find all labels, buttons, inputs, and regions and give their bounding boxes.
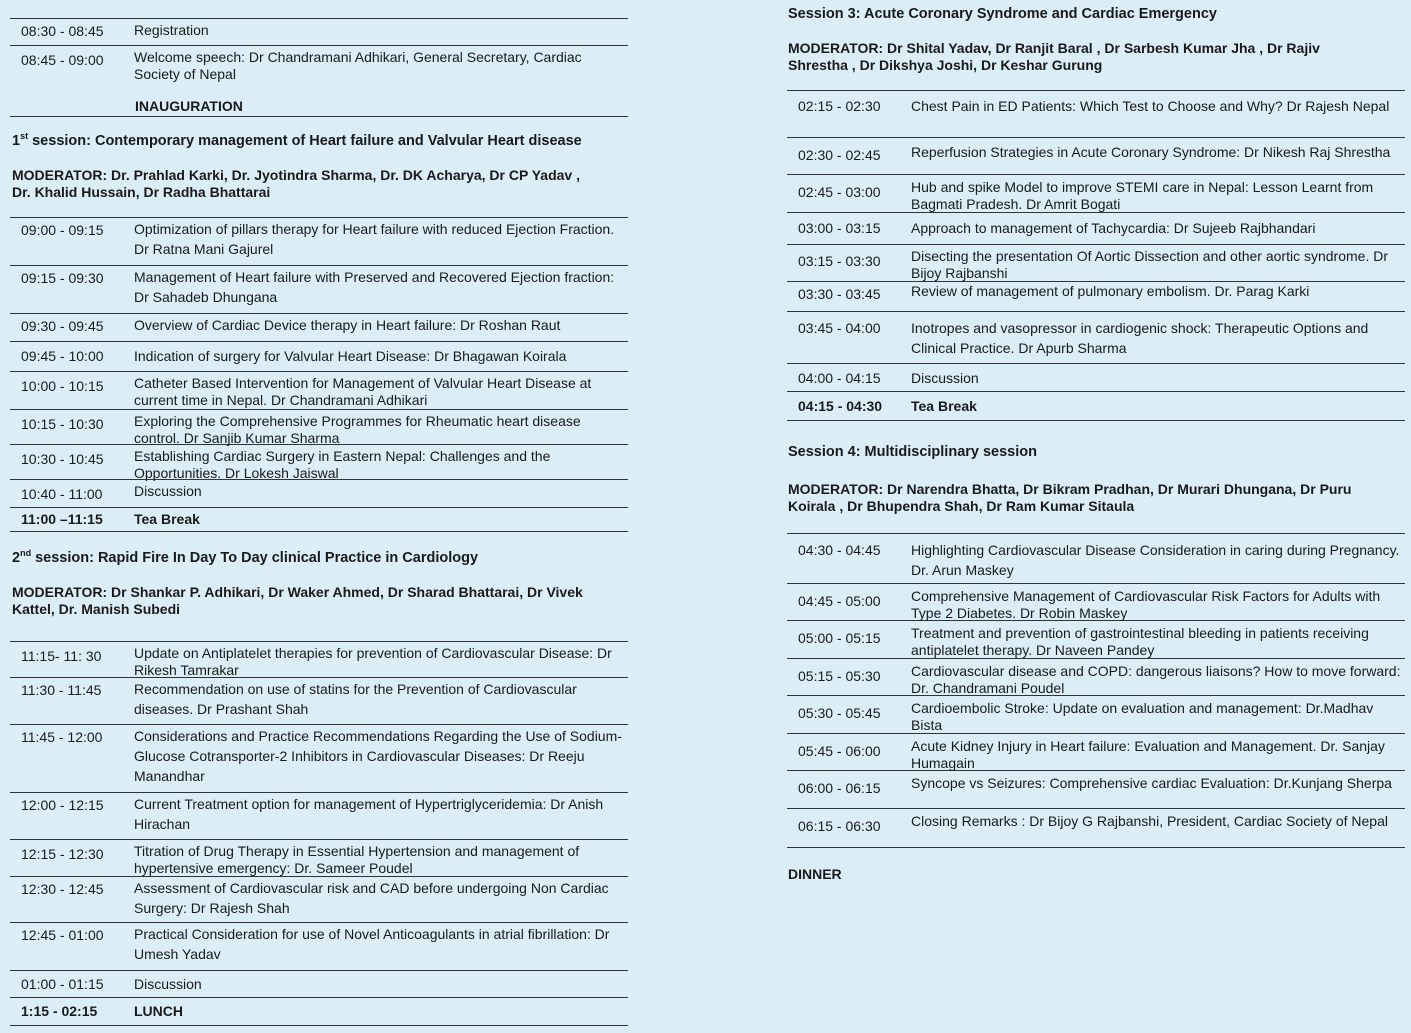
row-desc: Comprehensive Management of Cardiovascular Risk Factors for Adults with Type 2 Diabetes. Dr Robin Maskey: [911, 588, 1381, 621]
row-time: 04:45 - 05:00: [798, 593, 881, 609]
row-time: 05:15 - 05:30: [798, 668, 881, 684]
schedule-row: [787, 659, 1405, 696]
row-time: 10:00 - 10:15: [21, 378, 104, 394]
row-time: 02:15 - 02:30: [798, 98, 881, 114]
row-desc: Highlighting Cardiovascular Disease Consideration in caring during Pregnancy. Dr. Arun Maskey: [911, 542, 1400, 578]
schedule-row: [787, 175, 1405, 213]
session-1-table: [10, 218, 628, 532]
schedule-row: [787, 584, 1405, 621]
row-desc: Approach to management of Tachycardia: Dr Sujeeb Rajbhandari: [911, 220, 1316, 236]
row-time: 01:00 - 01:15: [21, 976, 104, 992]
schedule-row: [10, 508, 628, 532]
row-time: 04:00 - 04:15: [798, 370, 881, 386]
row-desc: Closing Remarks : Dr Bijoy G Rajbanshi, President, Cardiac Society of Nepal: [911, 813, 1388, 829]
row-time: 03:30 - 03:45: [798, 286, 881, 302]
schedule-row: [10, 445, 628, 480]
session-1-title: 1st session: Contemporary management of Heart failure and Valvular Heart disease: [12, 131, 582, 149]
row-time: 05:30 - 05:45: [798, 705, 881, 721]
row-desc: Discussion: [134, 976, 202, 992]
row-time: 05:00 - 05:15: [798, 630, 881, 646]
row-desc: LUNCH: [134, 1003, 183, 1019]
row-desc: Cardioembolic Stroke: Update on evaluation and management: Dr.Madhav Bista: [911, 700, 1374, 733]
row-time: 09:15 - 09:30: [21, 270, 104, 286]
row-desc: Registration: [134, 22, 209, 38]
schedule-row: [10, 372, 628, 410]
row-time: 04:30 - 04:45: [798, 542, 881, 558]
schedule-row: [787, 282, 1405, 312]
row-time: 03:00 - 03:15: [798, 220, 881, 236]
schedule-row: [10, 19, 628, 46]
row-desc: Discussion: [911, 370, 979, 386]
row-time: 10:30 - 10:45: [21, 451, 104, 467]
schedule-row: [10, 998, 628, 1026]
row-time: 09:00 - 09:15: [21, 222, 104, 238]
row-desc: Tea Break: [911, 398, 977, 414]
session-2-title: 2nd session: Rapid Fire In Day To Day clinical Practice in Cardiology: [12, 548, 479, 566]
row-time: 12:00 - 12:15: [21, 797, 104, 813]
schedule-row: [10, 678, 628, 725]
row-desc: Management of Heart failure with Preserved and Recovered Ejection fraction: Dr Sahadeb Dhungana: [134, 269, 615, 305]
schedule-row: [10, 266, 628, 314]
schedule-row: [10, 46, 628, 86]
row-desc: Treatment and prevention of gastrointestinal bleeding in patients receiving antiplatelet therapy. Dr Naveen Pandey: [911, 625, 1369, 658]
schedule-row: [10, 971, 628, 998]
row-desc: Syncope vs Seizures: Comprehensive cardiac Evaluation: Dr.Kunjang Sherpa: [911, 775, 1392, 791]
row-time: 08:45 - 09:00: [21, 52, 104, 68]
session-4-table: [787, 534, 1405, 848]
dinner-label: DINNER: [788, 866, 842, 882]
row-desc: Recommendation on use of statins for the Prevention of Cardiovascular diseases. Dr Prashant Shah: [134, 681, 577, 717]
row-desc: Inotropes and vasopressor in cardiogenic shock: Therapeutic Options and Clinical Practice. Dr Apurb Sharma: [911, 320, 1369, 356]
schedule-row: [10, 342, 628, 372]
row-time: 12:15 - 12:30: [21, 846, 104, 862]
schedule-row: [787, 621, 1405, 659]
row-desc: Considerations and Practice Recommendations Regarding the Use of Sodium-Glucose Cotransporter-2 Inhibitors in Cardiovascular Diseases: Dr Reeju Manandhar: [134, 728, 622, 784]
schedule-row: [787, 91, 1405, 138]
row-time: 04:15 - 04:30: [798, 398, 883, 414]
session-1-moderator: MODERATOR: Dr. Prahlad Karki, Dr. Jyotindra Sharma, Dr. DK Acharya, Dr CP Yadav , Dr. Khalid Hussain, Dr Radha Bhattarai: [12, 167, 580, 200]
schedule-row: [10, 923, 628, 971]
row-time: 09:30 - 09:45: [21, 318, 104, 334]
row-desc: Indication of surgery for Valvular Heart Disease: Dr Bhagawan Koirala: [134, 348, 567, 364]
row-time: 05:45 - 06:00: [798, 743, 881, 759]
row-time: 02:30 - 02:45: [798, 147, 881, 163]
row-desc: Hub and spike Model to improve STEMI care in Nepal: Lesson Learnt from Bagmati Pradesh. Dr Amrit Bogati: [911, 179, 1374, 212]
row-desc: Chest Pain in ED Patients: Which Test to Choose and Why? Dr Rajesh Nepal: [911, 98, 1390, 114]
schedule-row: [10, 218, 628, 266]
row-time: 02:45 - 03:00: [798, 184, 881, 200]
schedule-row: [10, 877, 628, 923]
session-2-table: [10, 642, 628, 1026]
row-desc: Assessment of Cardiovascular risk and CAD before undergoing Non Cardiac Surgery: Dr Rajesh Shah: [134, 880, 609, 916]
row-desc: Review of management of pulmonary embolism. Dr. Parag Karki: [911, 283, 1310, 299]
row-time: 10:40 - 11:00: [21, 486, 103, 502]
schedule-row: [10, 314, 628, 342]
row-time: 06:00 - 06:15: [798, 780, 881, 796]
row-desc: Optimization of pillars therapy for Heart failure with reduced Ejection Fraction. Dr Ratna Mani Gajurel: [134, 221, 615, 257]
row-desc: Catheter Based Intervention for Management of Valvular Heart Disease at current time in Nepal. Dr Chandramani Adhikari: [134, 375, 592, 408]
row-time: 09:45 - 10:00: [21, 348, 104, 364]
row-time: 03:15 - 03:30: [798, 253, 881, 269]
row-desc: Update on Antiplatelet therapies for prevention of Cardiovascular Disease: Dr Rikesh Tamrakar: [134, 645, 612, 678]
row-time: 11:00 –11:15: [21, 511, 103, 527]
schedule-row: [787, 213, 1405, 245]
schedule-row: [10, 725, 628, 793]
row-desc: Practical Consideration for use of Novel Anticoagulants in atrial fibrillation: Dr Umesh Yadav: [134, 926, 610, 962]
row-time: 12:45 - 01:00: [21, 927, 104, 943]
inauguration-heading: INAUGURATION: [135, 98, 243, 114]
row-time: 12:30 - 12:45: [21, 881, 104, 897]
row-desc: Exploring the Comprehensive Programmes for Rheumatic heart disease control. Dr Sanjib Kumar Sharma: [134, 413, 581, 446]
schedule-row: [787, 364, 1405, 392]
row-desc: Tea Break: [134, 511, 200, 527]
session-4-title: Session 4: Multidisciplinary session: [788, 444, 1037, 460]
row-desc: Overview of Cardiac Device therapy in Heart failure: Dr Roshan Raut: [134, 317, 561, 333]
row-desc: Titration of Drug Therapy in Essential Hypertension and management of hypertensive emergency: Dr. Sameer Poudel: [134, 843, 580, 876]
schedule-row: [787, 392, 1405, 421]
row-time: 03:45 - 04:00: [798, 320, 881, 336]
row-time: 11:15- 11: 30: [21, 648, 102, 664]
schedule-row: [10, 642, 628, 678]
schedule-row: [10, 410, 628, 445]
schedule-row: [787, 809, 1405, 848]
row-time: 1:15 - 02:15: [21, 1003, 98, 1019]
session-3-moderator: MODERATOR: Dr Shital Yadav, Dr Ranjit Baral , Dr Sarbesh Kumar Jha , Dr Rajiv Shrestha , Dr Dikshya Joshi, Dr Keshar Gurung: [788, 40, 1320, 73]
schedule-row: [10, 793, 628, 840]
schedule-row: [787, 771, 1405, 809]
row-time: 08:30 - 08:45: [21, 23, 104, 39]
schedule-row: [787, 245, 1405, 282]
schedule-row: [10, 840, 628, 877]
divider: [10, 116, 628, 117]
row-desc: Acute Kidney Injury in Heart failure: Evaluation and Management. Dr. Sanjay Humagain: [911, 738, 1385, 771]
schedule-row: [787, 734, 1405, 771]
row-desc: Current Treatment option for management of Hypertriglyceridemia: Dr Anish Hirachan: [134, 796, 604, 832]
row-desc: Establishing Cardiac Surgery in Eastern Nepal: Challenges and the Opportunities. Dr Lokesh Jaiswal: [134, 448, 551, 481]
session-3-table: [787, 91, 1405, 421]
row-desc: Welcome speech: Dr Chandramani Adhikari, General Secretary, Cardiac Society of Nepal: [134, 49, 582, 82]
row-desc: Disecting the presentation Of Aortic Dissection and other aortic syndrome. Dr Bijoy Rajbanshi: [911, 248, 1388, 281]
schedule-row: [787, 696, 1405, 734]
row-desc: Cardiovascular disease and COPD: dangerous liaisons? How to move forward: Dr. Chandramani Poudel: [911, 663, 1401, 696]
row-time: 06:15 - 06:30: [798, 818, 881, 834]
schedule-row: [787, 312, 1405, 364]
session-2-moderator: MODERATOR: Dr Shankar P. Adhikari, Dr Waker Ahmed, Dr Sharad Bhattarai, Dr Vivek Kattel, Dr. Manish Subedi: [12, 584, 583, 617]
row-time: 10:15 - 10:30: [21, 416, 104, 432]
row-time: 11:30 - 11:45: [21, 682, 102, 698]
schedule-row: [10, 480, 628, 508]
schedule-row: [787, 138, 1405, 175]
row-desc: Discussion: [134, 483, 202, 499]
row-time: 11:45 - 12:00: [21, 729, 103, 745]
session-3-title: Session 3: Acute Coronary Syndrome and Cardiac Emergency: [788, 6, 1217, 22]
schedule-row: [787, 534, 1405, 584]
session-4-moderator: MODERATOR: Dr Narendra Bhatta, Dr Bikram Pradhan, Dr Murari Dhungana, Dr Puru Koirala , Dr Bhupendra Shah, Dr Ram Kumar Sitaula: [788, 481, 1352, 514]
row-desc: Reperfusion Strategies in Acute Coronary Syndrome: Dr Nikesh Raj Shrestha: [911, 144, 1391, 160]
